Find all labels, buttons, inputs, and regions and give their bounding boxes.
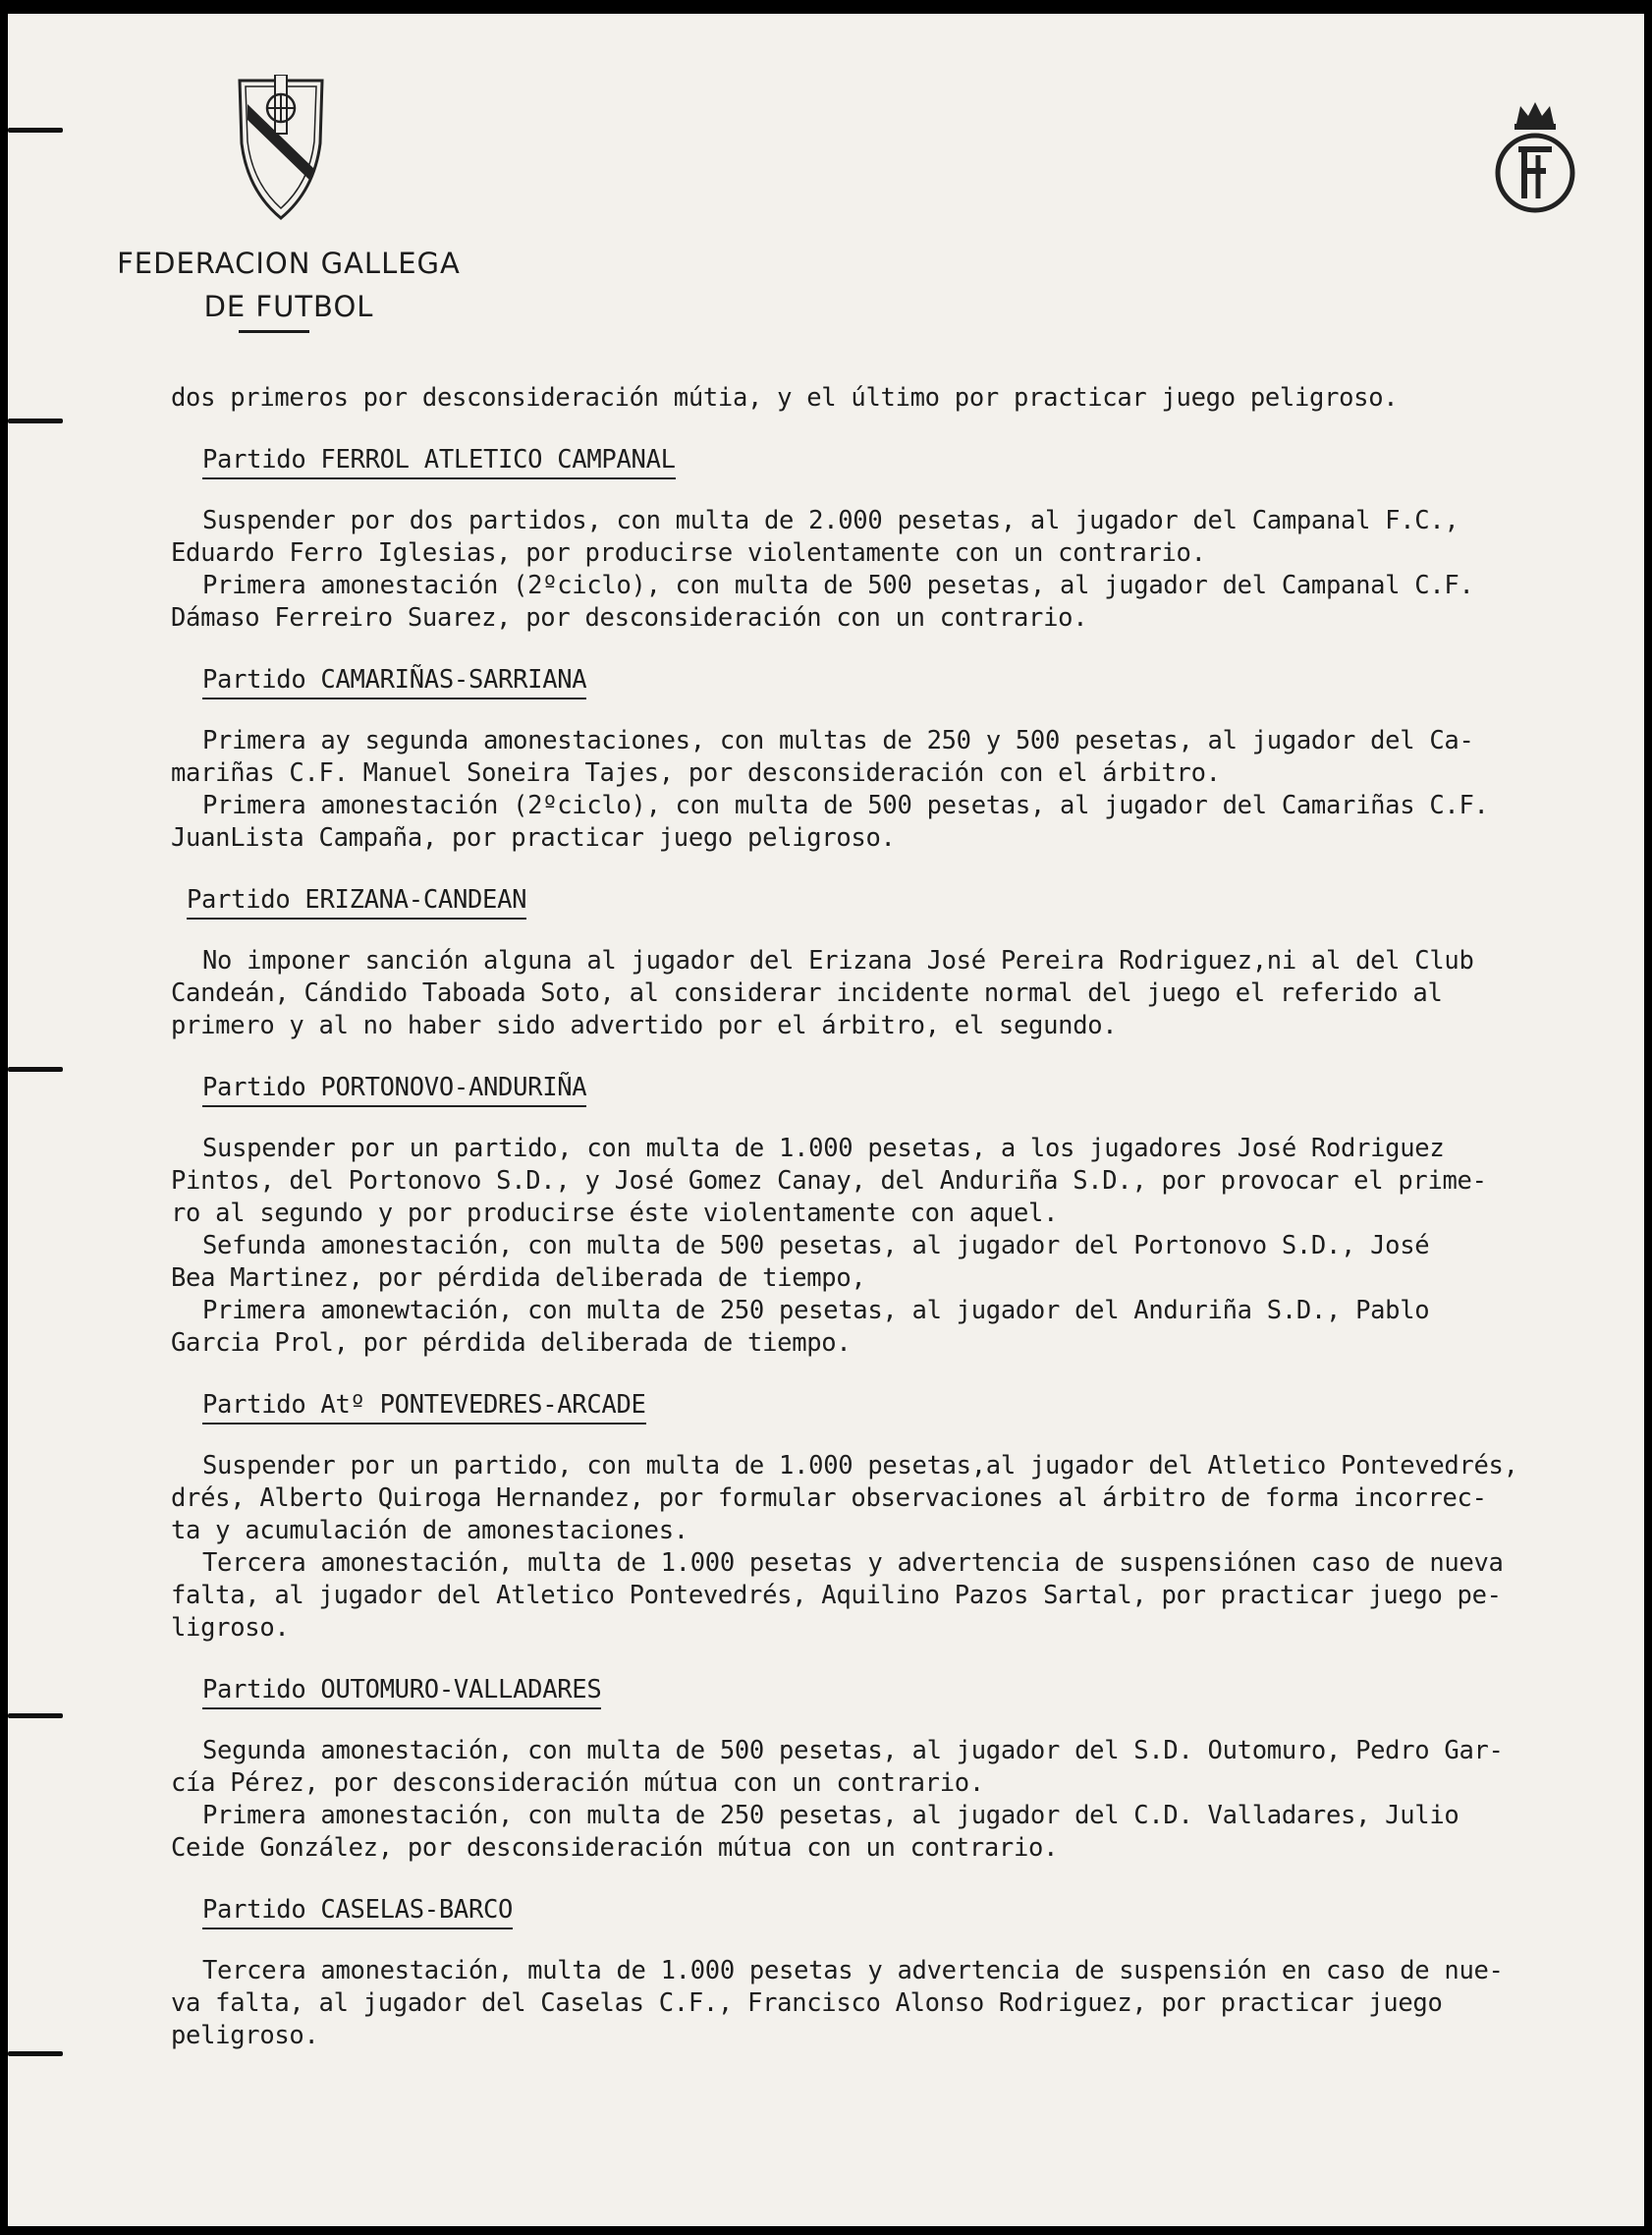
text-line: ta y acumulación de amonestaciones. bbox=[171, 1516, 688, 1545]
binder-hole-mark bbox=[8, 1067, 63, 1072]
text-line: Sefunda amonestación, con multa de 500 pesetas, al jugador del Portonovo S.D., José bbox=[202, 1231, 1430, 1260]
text-line: Candeán, Cándido Taboada Soto, al considerar incidente normal del juego el referido al bbox=[171, 978, 1443, 1008]
text-line: Ceide González, por desconsideración mútua con un contrario. bbox=[171, 1833, 1059, 1863]
text-line: Primera amonewtación, con multa de 250 pesetas, al jugador del Anduriña S.D., Pablo bbox=[202, 1296, 1430, 1325]
text-line: ligroso. bbox=[171, 1613, 290, 1643]
section-heading-ferrol-campanal: Partido FERROL ATLETICO CAMPANAL bbox=[202, 444, 676, 479]
text-line: falta, al jugador del Atletico Pontevedrés, Aquilino Pazos Sartal, por practicar juego pe- bbox=[171, 1581, 1502, 1610]
section-heading-camarinas-sarriana: Partido CAMARIÑAS-SARRIANA bbox=[202, 664, 586, 699]
federation-name bbox=[83, 242, 495, 328]
text-line: va falta, al jugador del Caselas C.F., Francisco Alonso Rodriguez, por practicar juego bbox=[171, 1988, 1443, 2018]
document-page bbox=[8, 14, 1644, 2226]
text-line: No imponer sanción alguna al jugador del Erizana José Pereira Rodriguez,ni al del Club bbox=[202, 946, 1474, 976]
text-line: Eduardo Ferro Iglesias, por producirse violentamente con un contrario. bbox=[171, 538, 1206, 568]
text-line: Suspender por un partido, con multa de 1.000 pesetas,al jugador del Atletico Pontevedrés, bbox=[202, 1451, 1518, 1481]
intro-line: dos primeros por desconsideración mútia, y el último por practicar juego peligroso. bbox=[171, 383, 1399, 413]
text-line: Pintos, del Portonovo S.D., y José Gomez Canay, del Anduriña S.D., por provocar el prime- bbox=[171, 1166, 1487, 1196]
text-line: Tercera amonestación, multa de 1.000 pesetas y advertencia de suspensión en caso de nue- bbox=[202, 1956, 1504, 1985]
text-line: Segunda amonestación, con multa de 500 pesetas, al jugador del S.D. Outomuro, Pedro Gar- bbox=[202, 1736, 1504, 1765]
text-line: Suspender por un partido, con multa de 1.000 pesetas, a los jugadores José Rodriguez bbox=[202, 1134, 1445, 1163]
text-line: Suspender por dos partidos, con multa de 2.000 pesetas, al jugador del Campanal F.C., bbox=[202, 506, 1459, 535]
section-heading-pontevedres-arcade: Partido Atº PONTEVEDRES-ARCADE bbox=[202, 1389, 646, 1425]
text-line: Primera amonestación (2ºciclo), con multa de 500 pesetas, al jugador del Campanal C.F. bbox=[202, 571, 1474, 600]
text-line: Primera amonestación, con multa de 250 pesetas, al jugador del C.D. Valladares, Julio bbox=[202, 1801, 1459, 1830]
section-heading-outomuro-valladares: Partido OUTOMURO-VALLADARES bbox=[202, 1674, 601, 1709]
binder-hole-mark bbox=[8, 1713, 63, 1718]
text-line: Garcia Prol, por pérdida deliberada de tiempo. bbox=[171, 1328, 852, 1358]
section-heading-erizana-candean: Partido ERIZANA-CANDEAN bbox=[187, 884, 526, 920]
text-line: Primera ay segunda amonestaciones, con multas de 250 y 500 pesetas, al jugador del Ca- bbox=[202, 726, 1474, 755]
gallega-federation-crest-icon bbox=[232, 75, 330, 222]
federation-name-line1: FEDERACION GALLEGA bbox=[117, 247, 461, 280]
binder-hole-mark bbox=[8, 2051, 63, 2056]
document-body bbox=[171, 382, 1624, 2052]
text-line: mariñas C.F. Manuel Soneira Tajes, por desconsideración con el árbitro. bbox=[171, 758, 1221, 788]
text-line: peligroso. bbox=[171, 2021, 319, 2050]
royal-spanish-federation-crest-icon bbox=[1491, 96, 1579, 218]
text-line: Tercera amonestación, multa de 1.000 pesetas y advertencia de suspensiónen caso de nueva bbox=[202, 1548, 1504, 1578]
text-line: Bea Martinez, por pérdida deliberada de tiempo, bbox=[171, 1263, 866, 1293]
text-line: ro al segundo y por producirse éste violentamente con aquel. bbox=[171, 1199, 1059, 1228]
text-line: Primera amonestación (2ºciclo), con multa de 500 pesetas, al jugador del Camariñas C.F. bbox=[202, 791, 1489, 820]
binder-hole-mark bbox=[8, 128, 63, 133]
title-divider bbox=[239, 330, 309, 333]
text-line: primero y al no haber sido advertido por el árbitro, el segundo. bbox=[171, 1011, 1118, 1040]
section-heading-portonovo-andurina: Partido PORTONOVO-ANDURIÑA bbox=[202, 1072, 586, 1107]
federation-name-line2: DE FUTBOL bbox=[203, 290, 374, 323]
text-line: drés, Alberto Quiroga Hernandez, por formular observaciones al árbitro de forma incorrec- bbox=[171, 1483, 1487, 1513]
text-line: Dámaso Ferreiro Suarez, por desconsideración con un contrario. bbox=[171, 603, 1088, 633]
section-heading-caselas-barco: Partido CASELAS-BARCO bbox=[202, 1894, 513, 1929]
text-line: cía Pérez, por desconsideración mútua con un contrario. bbox=[171, 1768, 984, 1798]
text-line: JuanLista Campaña, por practicar juego peligroso. bbox=[171, 823, 896, 853]
binder-hole-mark bbox=[8, 419, 63, 423]
